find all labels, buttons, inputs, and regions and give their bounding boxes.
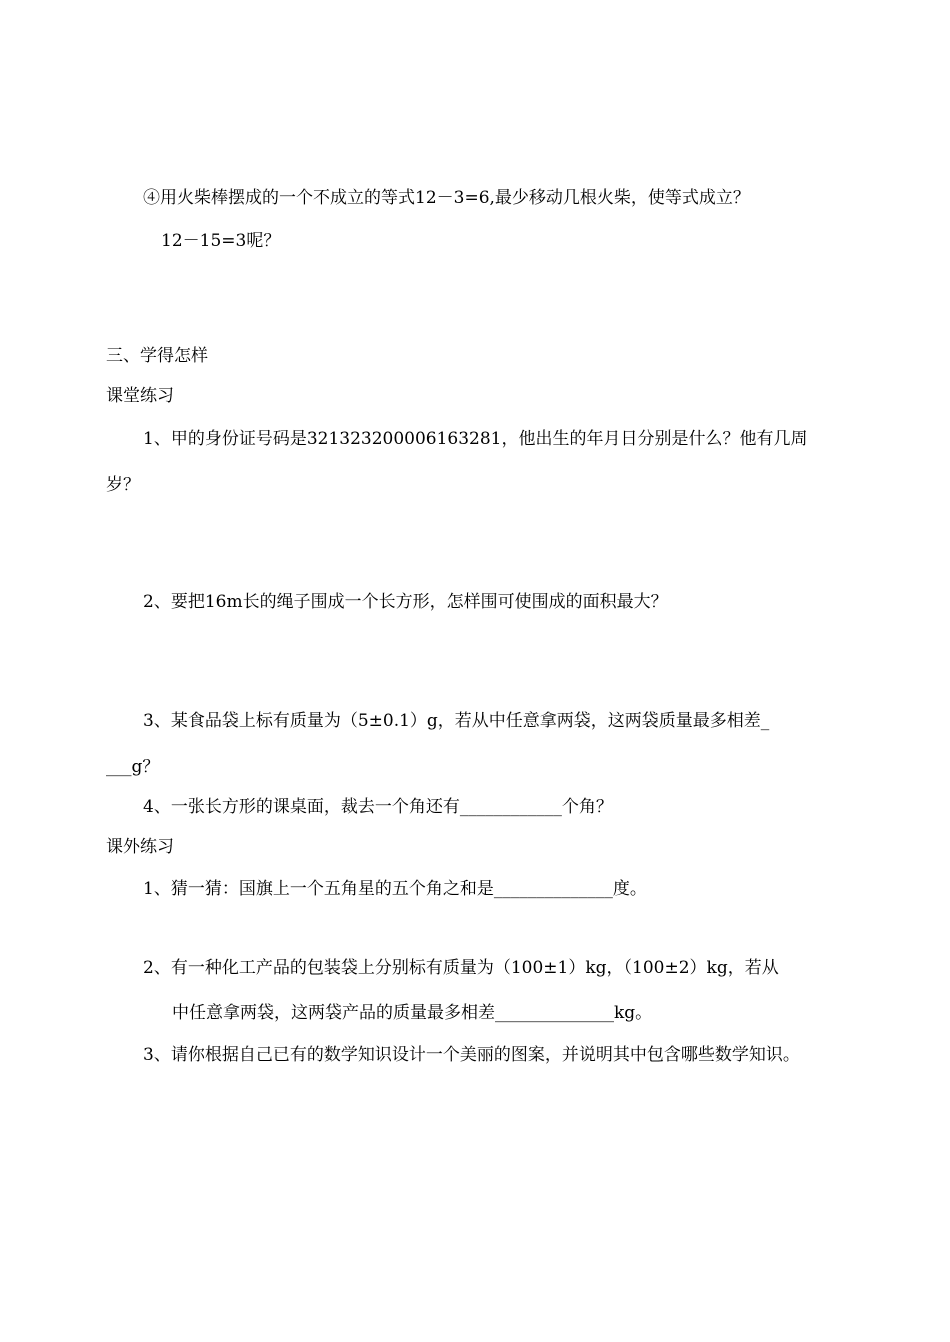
extra-q1 [143, 878, 647, 900]
extra-q1-suffix: 度。 [612, 879, 647, 899]
class-q1-line2: 岁？ [106, 475, 140, 495]
class-q2: 2、要把16m长的绳子围成一个长方形，怎样围可使围成的面积最大？ [143, 592, 668, 612]
class-q1-line1: 1、甲的身份证号码是321323200006163281，他出生的年月日分别是什么？他有几周 [143, 429, 808, 449]
class-q4-suffix: 个角？ [561, 797, 613, 817]
class-q4-text: 4、一张长方形的课桌面，裁去一个角还有 [143, 797, 460, 817]
extra-q2-text: 中任意拿两袋，这两袋产品的质量最多相差 [172, 1003, 495, 1023]
extra-practice-title: 课外练习 [106, 837, 174, 857]
extra-q1-text: 1、猜一猜：国旗上一个五角星的五个角之和是 [143, 879, 494, 899]
extra-q3: 3、请你根据自己已有的数学知识设计一个美丽的图案，并说明其中包含哪些数学知识。 [143, 1045, 800, 1065]
extra-q2-blank: ______________ [495, 1003, 614, 1023]
section-heading: 三、学得怎样 [106, 346, 208, 366]
class-q3-line1: 3、某食品袋上标有质量为（5±0.1）g，若从中任意拿两袋，这两袋质量最多相差_ [143, 711, 770, 731]
matchstick-question-line2: 12－15=3呢？ [161, 231, 281, 251]
class-q4 [143, 796, 613, 818]
class-practice-title: 课堂练习 [106, 386, 174, 406]
extra-q2-line2 [172, 1002, 652, 1024]
extra-q2-line1: 2、有一种化工产品的包装袋上分别标有质量为（100±1）kg，（100±2）kg，若从 [143, 958, 779, 978]
class-q3-line2: ___g？ [106, 757, 160, 777]
class-q4-blank: ____________ [459, 797, 562, 817]
extra-q2-suffix: kg。 [614, 1003, 653, 1023]
extra-q1-blank: ______________ [493, 879, 613, 899]
matchstick-question-line1: ④用火柴棒摆成的一个不成立的等式12－3=6,最少移动几根火柴，使等式成立？ [143, 188, 750, 208]
